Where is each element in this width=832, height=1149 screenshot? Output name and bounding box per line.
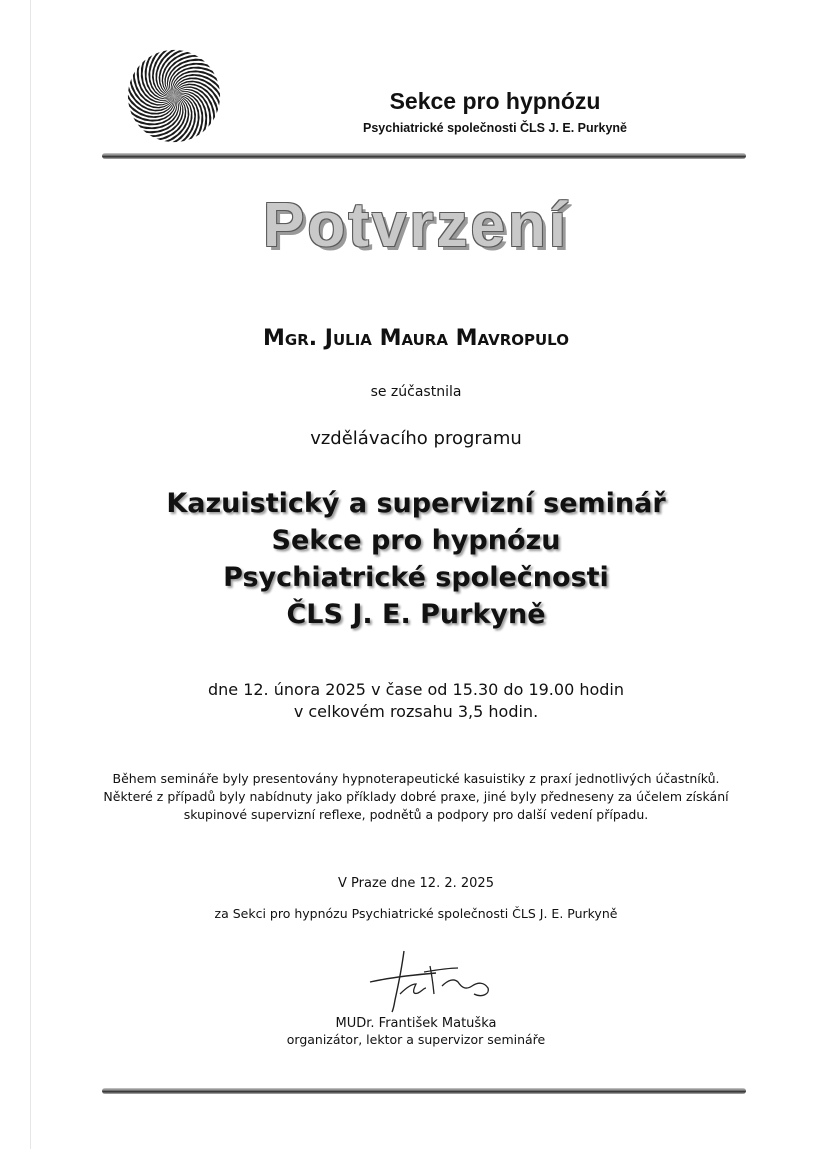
organization-subtitle: Psychiatrické společnosti ČLS J. E. Purkyně <box>363 121 627 135</box>
description-line: Během semináře byly presentovány hypnoterapeutické kasuistiky z praxí jednotlivých účastníků. <box>112 771 720 786</box>
participant-name: Mgr. Julia Maura Mavropulo <box>263 326 569 351</box>
participation-text: se zúčastnila <box>370 384 462 400</box>
organization-title: Sekce pro hypnózu <box>389 88 601 114</box>
seminar-description <box>90 770 742 824</box>
on-behalf-line: za Sekci pro hypnózu Psychiatrické společnosti ČLS J. E. Purkyně <box>214 906 618 921</box>
spiral-logo-icon <box>126 48 222 144</box>
program-duration: v celkovém rozsahu 3,5 hodin. <box>293 702 539 721</box>
description-line: Některé z případů byly nabídnuty jako příklady dobré praxe, jiné byly předneseny za účelem získání <box>103 789 729 804</box>
top-divider <box>102 153 746 159</box>
program-title-line: Sekce pro hypnózu <box>271 525 561 556</box>
program-title-line: ČLS J. E. Purkyně <box>286 599 546 630</box>
program-title-line: Psychiatrické společnosti <box>223 562 609 593</box>
bottom-divider <box>102 1088 746 1094</box>
place-and-date: V Praze dne 12. 2. 2025 <box>338 876 494 891</box>
handwritten-signature <box>366 948 500 1014</box>
program-label: vzdělávacího programu <box>310 428 522 449</box>
program-title <box>0 485 832 633</box>
signer-name: MUDr. František Matuška <box>335 1016 497 1031</box>
program-title-line: Kazuistický a supervizní seminář <box>166 488 666 519</box>
certificate-heading: Potvrzení <box>262 191 570 260</box>
program-date: dne 12. února 2025 v čase od 15.30 do 19.00 hodin <box>207 680 625 699</box>
description-line: skupinové supervizní reflexe, podnětů a podpory pro další vedení případu. <box>183 807 649 822</box>
signer-role: organizátor, lektor a supervizor semináře <box>286 1032 546 1047</box>
